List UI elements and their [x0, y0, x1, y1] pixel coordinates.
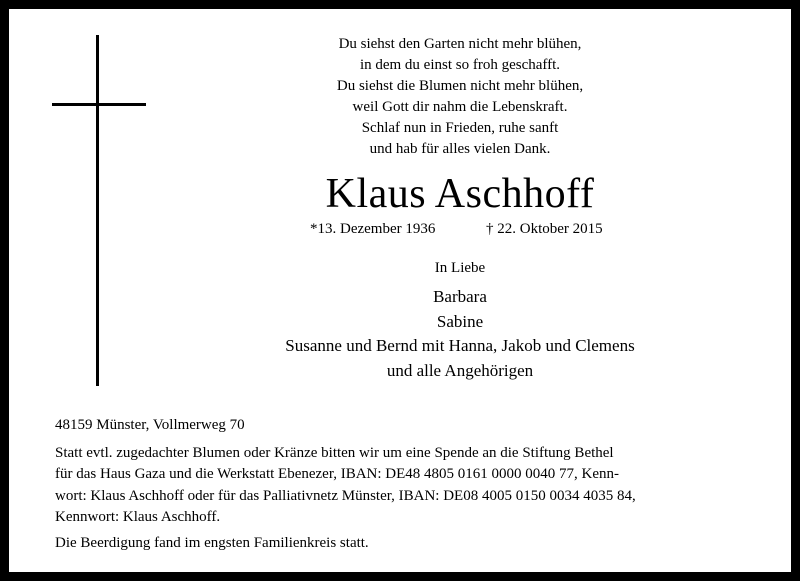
poem-line: in dem du einst so froh geschafft. [359, 57, 561, 73]
donation-line: für das Haus Gaza und die Werkstatt Ebenezer, IBAN: DE48 4805 0161 0000 0040 77, Kenn- [55, 466, 620, 483]
poem-line: weil Gott dir nahm die Lebenskraft. [352, 99, 568, 115]
family-member: und alle Angehörigen [386, 360, 534, 380]
family-member: Barbara [433, 287, 487, 306]
deceased-name: Klaus Aschhoff [325, 171, 595, 217]
family-member: Susanne und Bernd mit Hanna, Jakob und Clemens [285, 336, 635, 355]
cross-horizontal-bar [52, 103, 146, 106]
poem-line: Du siehst die Blumen nicht mehr blühen, [336, 78, 584, 94]
birth-date: *13. Dezember 1936 [310, 221, 436, 237]
poem-line: und hab für alles vielen Dank. [369, 141, 551, 157]
address: 48159 Münster, Vollmerweg 70 [55, 417, 245, 433]
donation-line: Kennwort: Klaus Aschhoff. [55, 508, 221, 525]
death-date: † 22. Oktober 2015 [486, 221, 603, 237]
poem-line: Du siehst den Garten nicht mehr blühen, [338, 36, 582, 52]
funeral-note: Die Beerdigung fand im engsten Familienkreis statt. [55, 535, 369, 551]
family-intro: In Liebe [434, 260, 486, 276]
donation-line: wort: Klaus Aschhoff oder für das Palliativnetz Münster, IBAN: DE08 4005 0150 0034 4035 84, [55, 487, 636, 504]
cross-vertical-bar [96, 35, 99, 386]
family-member: Sabine [436, 311, 484, 331]
donation-line: Statt evtl. zugedachter Blumen oder Kränze bitten wir um eine Spende an die Stiftung Bethel [55, 445, 614, 461]
family-signature [220, 257, 700, 383]
poem-line: Schlaf nun in Frieden, ruhe sanft [361, 120, 559, 136]
donation-request [55, 443, 755, 528]
poem [240, 34, 680, 160]
